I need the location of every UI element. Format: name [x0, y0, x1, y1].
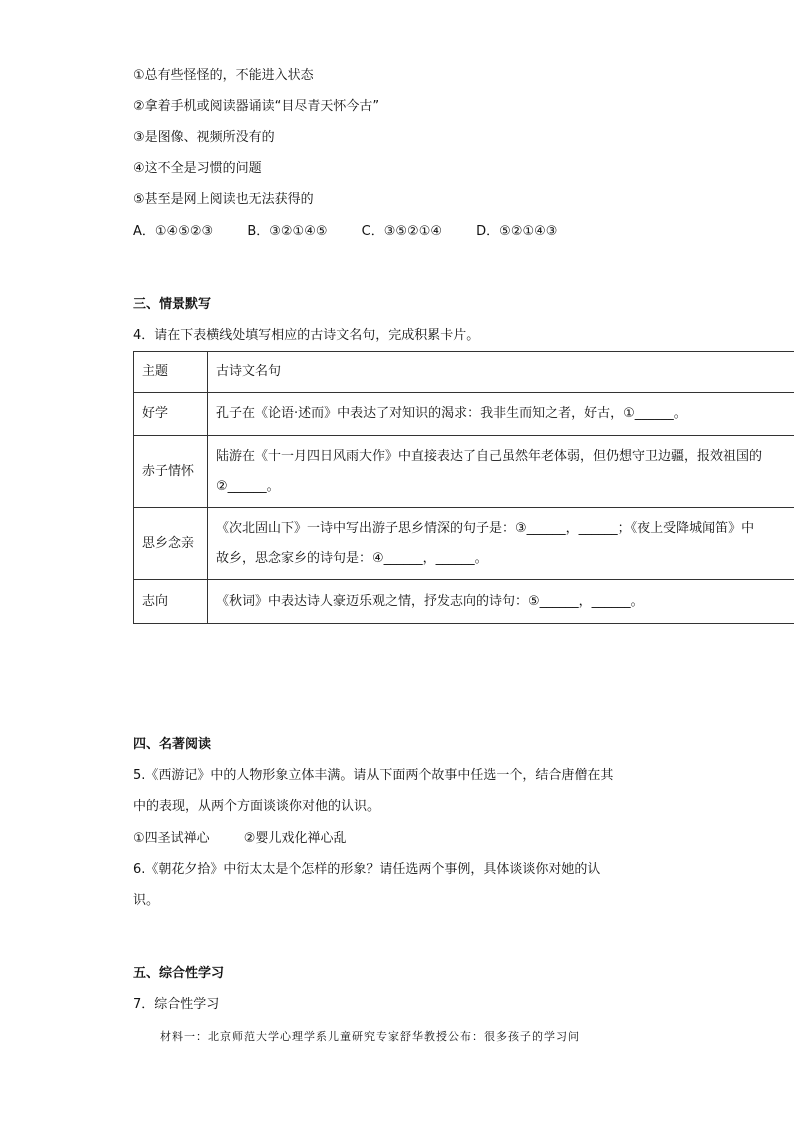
option-4: ④这不全是习惯的问题	[133, 161, 262, 176]
table-row	[134, 393, 794, 436]
row-theme: 赤子情怀	[134, 436, 208, 508]
row-line: 《秋词》中表达诗人豪迈乐观之情，抒发志向的诗句：⑤______，______。	[216, 593, 644, 609]
question-7: 7．综合性学习	[133, 997, 220, 1012]
row-content	[208, 508, 794, 580]
row-content	[208, 580, 794, 624]
table-header-row	[134, 352, 794, 393]
option-5: ⑤甚至是网上阅读也无法获得的	[133, 192, 314, 207]
row-theme: 志向	[134, 580, 208, 624]
header-theme: 主题	[134, 352, 208, 393]
row-line: 《次北固山下》一诗中写出游子思乡情深的句子是：③______，______；《夜上受降城闻笛》中	[216, 520, 755, 536]
question-4: 4．请在下表横线处填写相应的古诗文名句，完成积累卡片。	[133, 328, 480, 343]
header-content: 古诗文名句	[208, 352, 794, 393]
question-6-line-2: 识。	[133, 893, 160, 908]
table-row	[134, 508, 794, 580]
row-line: 故乡，思念家乡的诗句是：④______，______。	[216, 550, 488, 566]
story-option-2: ②婴儿戏化禅心乱	[243, 831, 347, 846]
option-1: ①总有些怪怪的，不能进入状态	[133, 68, 314, 83]
row-line: 陆游在《十一月四日风雨大作》中直接表达了自己虽然年老体弱，但仍想守卫边疆，报效祖国的	[216, 448, 763, 464]
section-5-heading: 五、综合性学习	[133, 966, 225, 981]
material-one: 材料一：北京师范大学心理学系儿童研究专家舒华教授公布：很多孩子的学习问	[160, 1030, 580, 1043]
question-5-line-1: 5.《西游记》中的人物形象立体丰满。请从下面两个故事中任选一个，结合唐僧在其	[133, 768, 614, 783]
choice-b: B．③②①④⑤	[247, 224, 328, 239]
row-line: ②______。	[216, 478, 280, 494]
section-3-heading: 三、情景默写	[133, 297, 212, 312]
row-theme: 好学	[134, 393, 208, 436]
story-option-1: ①四圣试禅心	[133, 831, 210, 846]
question-5-options	[133, 829, 346, 849]
row-content	[208, 436, 794, 508]
table-row	[134, 580, 794, 624]
choice-d: D．⑤②①④③	[476, 224, 558, 239]
choice-c: C．③⑤②①④	[361, 224, 443, 239]
row-content	[208, 393, 794, 436]
row-theme: 思乡念亲	[134, 508, 208, 580]
row-line: 孔子在《论语·述而》中表达了对知识的渴求：我非生而知之者，好古，①______。	[216, 406, 687, 421]
answer-choices	[133, 222, 587, 242]
question-6-line-1: 6.《朝花夕拾》中衍太太是个怎样的形象？请任选两个事例，具体谈谈你对她的认	[133, 862, 601, 877]
table-row	[134, 436, 794, 508]
accumulation-card-table	[133, 351, 794, 624]
choice-a: A．①④⑤②③	[133, 224, 214, 239]
section-4-heading: 四、名著阅读	[133, 737, 212, 752]
option-3: ③是图像、视频所没有的	[133, 130, 275, 145]
option-2: ②拿着手机或阅读器诵读“目尽青天怀今古”	[133, 99, 380, 114]
question-5-line-2: 中的表现，从两个方面谈谈你对他的认识。	[133, 799, 381, 814]
